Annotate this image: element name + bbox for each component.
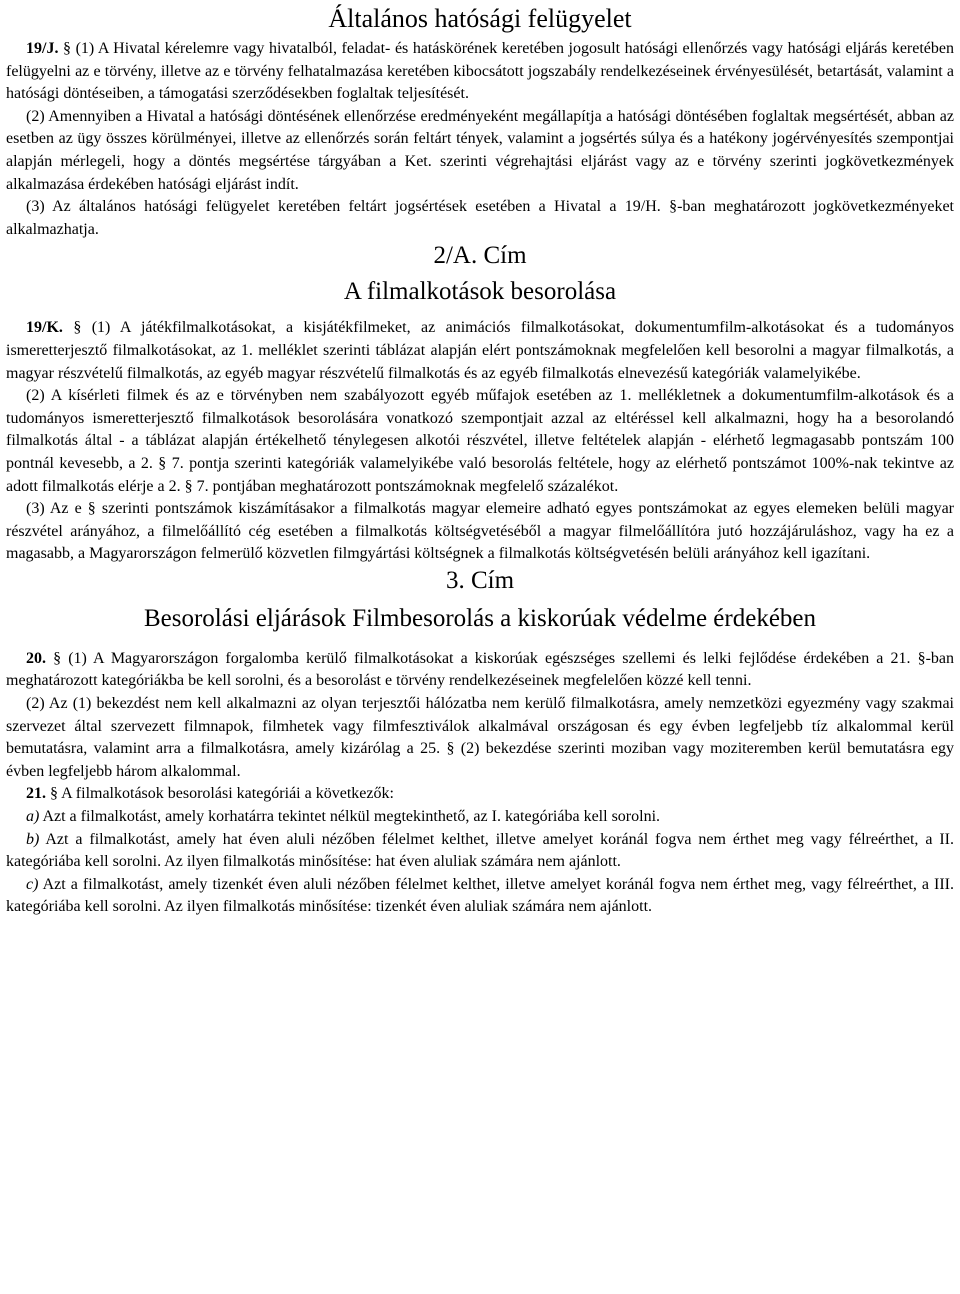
paragraph-text: § (1) A játékfilmalkotásokat, a kisjátékfilmeket, az animációs filmalkotásokat, dokumentumfilm-alkotásokat és a tudományos ismeretterjesztő filmalkotásokat, az 1. melléklet szerinti táblázat alapján elért pontszámoknak megfelelően kell besorolni a magyar filmalkotás, a magyar részvételű filmalkotás, az egyéb magyar részvételű filmalkotás és az egyéb filmalkotás elnevezésű kategóriák valamelyikébe. (6, 319, 955, 382)
section-21-item-b (6, 829, 954, 874)
section-number: 20. (26, 649, 46, 667)
section-21-item-a (6, 806, 954, 829)
document-page (0, 2, 960, 919)
paragraph-text: § (1) A Magyarországon forgalomba kerülő filmalkotásokat a kiskorúak egészséges szellemi és lelki fejlődése érdekében a 21. §-ban meghatározott kategóriákba be kell sorolni, és a besorolást e törvény rendelkezéseinek megfelelően közzé kell tenni. (6, 649, 954, 690)
item-label: a) (26, 808, 40, 826)
section-19j-paragraph-3: (3) Az általános hatósági felügyelet keretében feltárt jogsértések esetében a Hivatal a 19/H. §-ban meghatározott jogkövetkezményeket alkalmazhatja. (6, 198, 954, 238)
section-19k-paragraph-3: (3) Az e § szerinti pontszámok kiszámításakor a filmalkotás magyar elemeire adható egyes pontszámokat az egyes elemeken belüli magyar részvétel arányához, a filmelőállító cég esetében a filmalkotás költségvetéséből a magyar filmelőállítóra jutó hozzájáruláshoz, vagy ha ez a magasabb, a Magyarországon felmerülő közvetlen filmgyártási költségnek a filmalkotás költségvetésén belüli arányához kell igazítani. (6, 500, 954, 563)
section-19k-paragraph-2: (2) A kísérleti filmek és az e törvényben nem szabályozott egyéb műfajok esetében az 1. mellékletnek a dokumentumfilm-alkotások és a tudományos ismeretterjesztő filmalkotások besorolására vonatkozó szempontjait azzal az eltéréssel kell alkalmazni, hogy ha a besorolandó filmalkotás által - a táblázat alapján értékelhető ténylegesen alkotói részvétel, illetve feltételek alapján - elérhető legmagasabb pontszám 100 pontnál kevesebb, a 2. § 7. pontja szerinti kategóriák valamelyikébe való besorolás feltétele, hogy az elérhető pontszámot 100%-nak tekintve az adott filmalkotás elérje a 2. § 7. pontjában meghatározott pontszámoknak megfelelő százalékot. (6, 387, 954, 495)
section-21-intro (6, 783, 954, 806)
chapter-subheading-2a: A filmalkotások besorolása (343, 278, 617, 306)
section-19j-paragraph-2: (2) Amennyiben a Hivatal a hatósági döntésének ellenőrzése eredményeként megállapítja a hatósági döntésében foglaltak megsértését, abban az esetben az ügy összes körülményei, illetve az ellenőrzés során feltárt tények, valamint a jogsértés súlya és a hatékony jogérvényesítés szempontjai alapján mérlegeli, hogy a döntés megsértése tárgyában a Ket. szerinti végrehajtási eljárást vagy az e törvény szerinti jogkövetkezmények alkalmazása érdekében hatósági eljárást indít. (6, 107, 954, 193)
item-label: b) (26, 830, 40, 848)
item-text: Azt a filmalkotást, amely korhatárra tekintet nélkül megtekinthető, az I. kategóriába kell sorolni. (42, 808, 661, 826)
section-number: 19/J. (26, 40, 59, 57)
item-text: Azt a filmalkotást, amely tizenkét éven aluli nézőben félelmet kelthet, illetve amelyet koránál fogva nem érthet meg, vagy félreérthet, a III. kategóriába kell sorolni. Az ilyen filmalkotás minősítése: tizenkét éven aluliak számára nem ajánlott. (6, 875, 954, 916)
paragraph-text: § A filmalkotások besorolási kategóriái a következők: (50, 785, 394, 803)
chapter-subheading-3: Besorolási eljárások Filmbesorolás a kiskorúak védelme érdekében (143, 604, 817, 632)
section-number: 21. (26, 785, 46, 803)
section-19k-paragraph-1 (6, 317, 954, 385)
section-20-paragraph-1 (6, 648, 954, 693)
item-text: Azt a filmalkotást, amely hat éven aluli nézőben félelmet kelthet, illetve amelyet koránál fogva nem érthet meg vagy félreérthet, a II. kategóriába kell sorolni. Az ilyen filmalkotás minősítése: hat éven aluliak számára nem ajánlott. (6, 830, 954, 871)
section-20-paragraph-2: (2) Az (1) bekezdést nem kell alkalmazni az olyan terjesztői hálózatba nem kerülő filmalkotásra, amely nemzetközi egyezmény vagy szakmai szervezet által szervezett filmnapok, filmhetek vagy filmfesztiválok alkalmával országosan és egy évben legfeljebb tíz alkalommal kerül bemutatásra, valamint arra a filmalkotásra, amely kizárólag a 25. § (2) bekezdése szerinti moziban vagy moziteremben kerül bemutatásra egy évben legfeljebb három alkalommal. (6, 695, 954, 780)
section-19j-paragraph-1 (6, 38, 954, 106)
section-21-item-c (6, 874, 954, 919)
paragraph-text: § (1) A Hivatal kérelemre vagy hivatalból, feladat- és hatáskörének keretében jogosult hatósági ellenőrzés vagy hatósági eljárás keretében felügyelni az e törvény, illetve az e törvény felhatalmazása keretében kibocsátott jogszabály rendelkezéseinek érvényesülését, betartását, valamint a hatósági döntéseiben, a támogatási szerződésekben foglaltak teljesítését. (6, 40, 954, 103)
section-number: 19/K. (26, 319, 63, 337)
chapter-heading-2a: 2/A. Cím (433, 242, 527, 270)
page-title: Általános hatósági felügyelet (328, 4, 632, 33)
item-label: c) (26, 875, 39, 893)
chapter-heading-3: 3. Cím (445, 566, 515, 594)
